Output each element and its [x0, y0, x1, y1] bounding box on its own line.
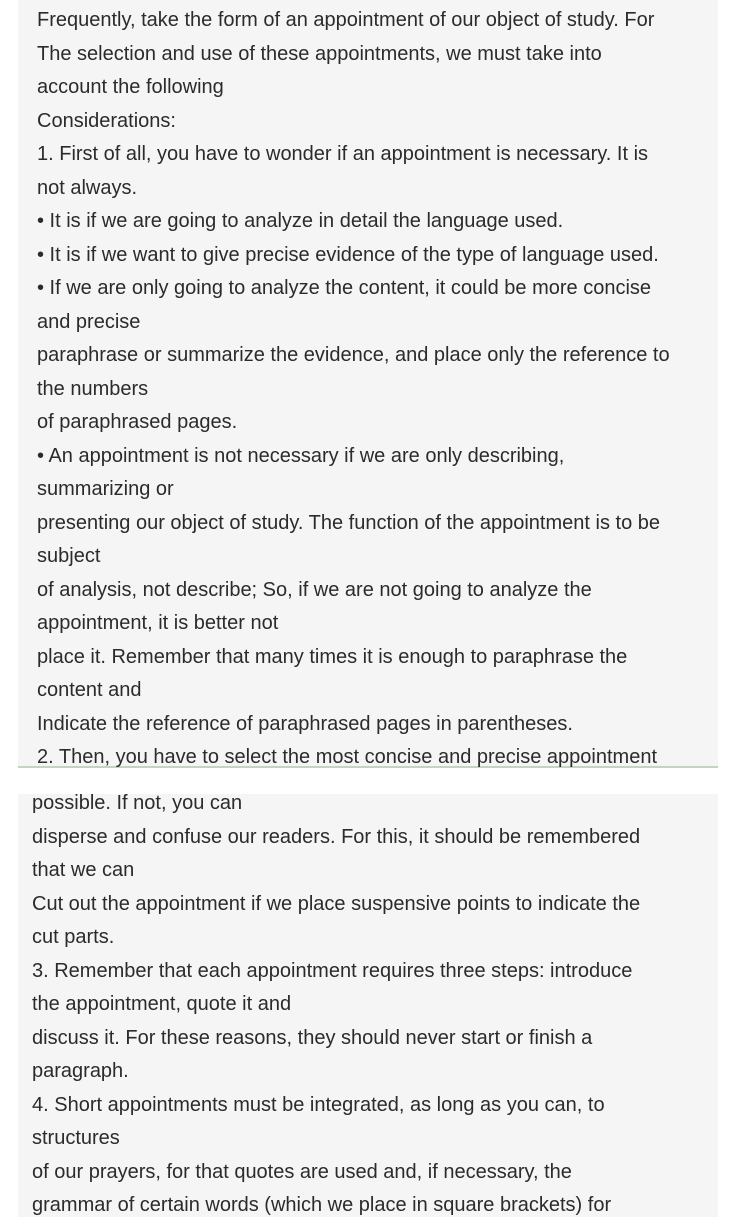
text-line: the appointment, quote it and — [32, 993, 292, 1015]
text-line: and precise — [37, 310, 141, 333]
text-panel-bottom — [18, 794, 718, 1217]
text-line: disperse and confuse our readers. For this, it should be remembered — [32, 825, 641, 848]
text-line: account the following — [37, 76, 224, 98]
text-line: Indicate the reference of paraphrased pages in parentheses. — [37, 712, 573, 735]
text-line: • It is if we are going to analyze in detail the language used. — [37, 210, 564, 232]
text-line: Cut out the appointment if we place suspensive points to indicate the — [32, 892, 641, 915]
text-line: the numbers — [37, 377, 149, 400]
text-line: • An appointment is not necessary if we are only describing, — [37, 444, 565, 467]
text-line: paragraph. — [32, 1060, 129, 1082]
text-line: content and — [37, 679, 142, 701]
text-line: • It is if we want to give precise evidence of the type of language used. — [37, 243, 659, 266]
text-line: Considerations: — [37, 109, 176, 132]
text-line: of our prayers, for that quotes are used and, if necessary, the — [32, 1160, 572, 1183]
text-line: paraphrase or summarize the evidence, and place only the reference to — [37, 344, 670, 366]
text-line: • If we are only going to analyze the content, it could be more concise — [37, 277, 652, 299]
text-line: 4. Short appointments must be integrated, as long as you can, to — [32, 1093, 605, 1116]
text-line: of paraphrased pages. — [37, 411, 238, 433]
text-line: not always. — [37, 176, 138, 199]
text-line: grammar of certain words (which we place in square brackets) for — [32, 1194, 612, 1216]
text-panel-top — [18, 0, 718, 768]
text-line: subject — [37, 545, 101, 567]
text-line: of analysis, not describe; So, if we are not going to analyze the — [37, 578, 592, 601]
text-line: 3. Remember that each appointment requires three steps: introduce — [32, 959, 633, 982]
text-line: summarizing or — [37, 478, 174, 500]
text-line: 1. First of all, you have to wonder if an appointment is necessary. It is — [37, 143, 649, 165]
text-line: that we can — [32, 859, 135, 881]
text-line: presenting our object of study. The function of the appointment is to be — [37, 511, 660, 534]
text-line: possible. If not, you can — [32, 794, 243, 814]
text-line: Frequently, take the form of an appointment of our object of study. For — [37, 9, 655, 31]
text-line: appointment, it is better not — [37, 612, 279, 634]
text-line: discuss it. For these reasons, they should never start or finish a — [32, 1026, 593, 1049]
text-lines-bottom — [32, 794, 718, 1217]
text-line: 2. Then, you have to select the most concise and precise appointment — [37, 746, 657, 768]
text-line: The selection and use of these appointments, we must take into — [37, 42, 602, 65]
text-line: structures — [32, 1127, 120, 1149]
text-line: place it. Remember that many times it is enough to paraphrase the — [37, 645, 628, 668]
text-line: cut parts. — [32, 926, 115, 948]
text-lines-top — [37, 4, 718, 775]
